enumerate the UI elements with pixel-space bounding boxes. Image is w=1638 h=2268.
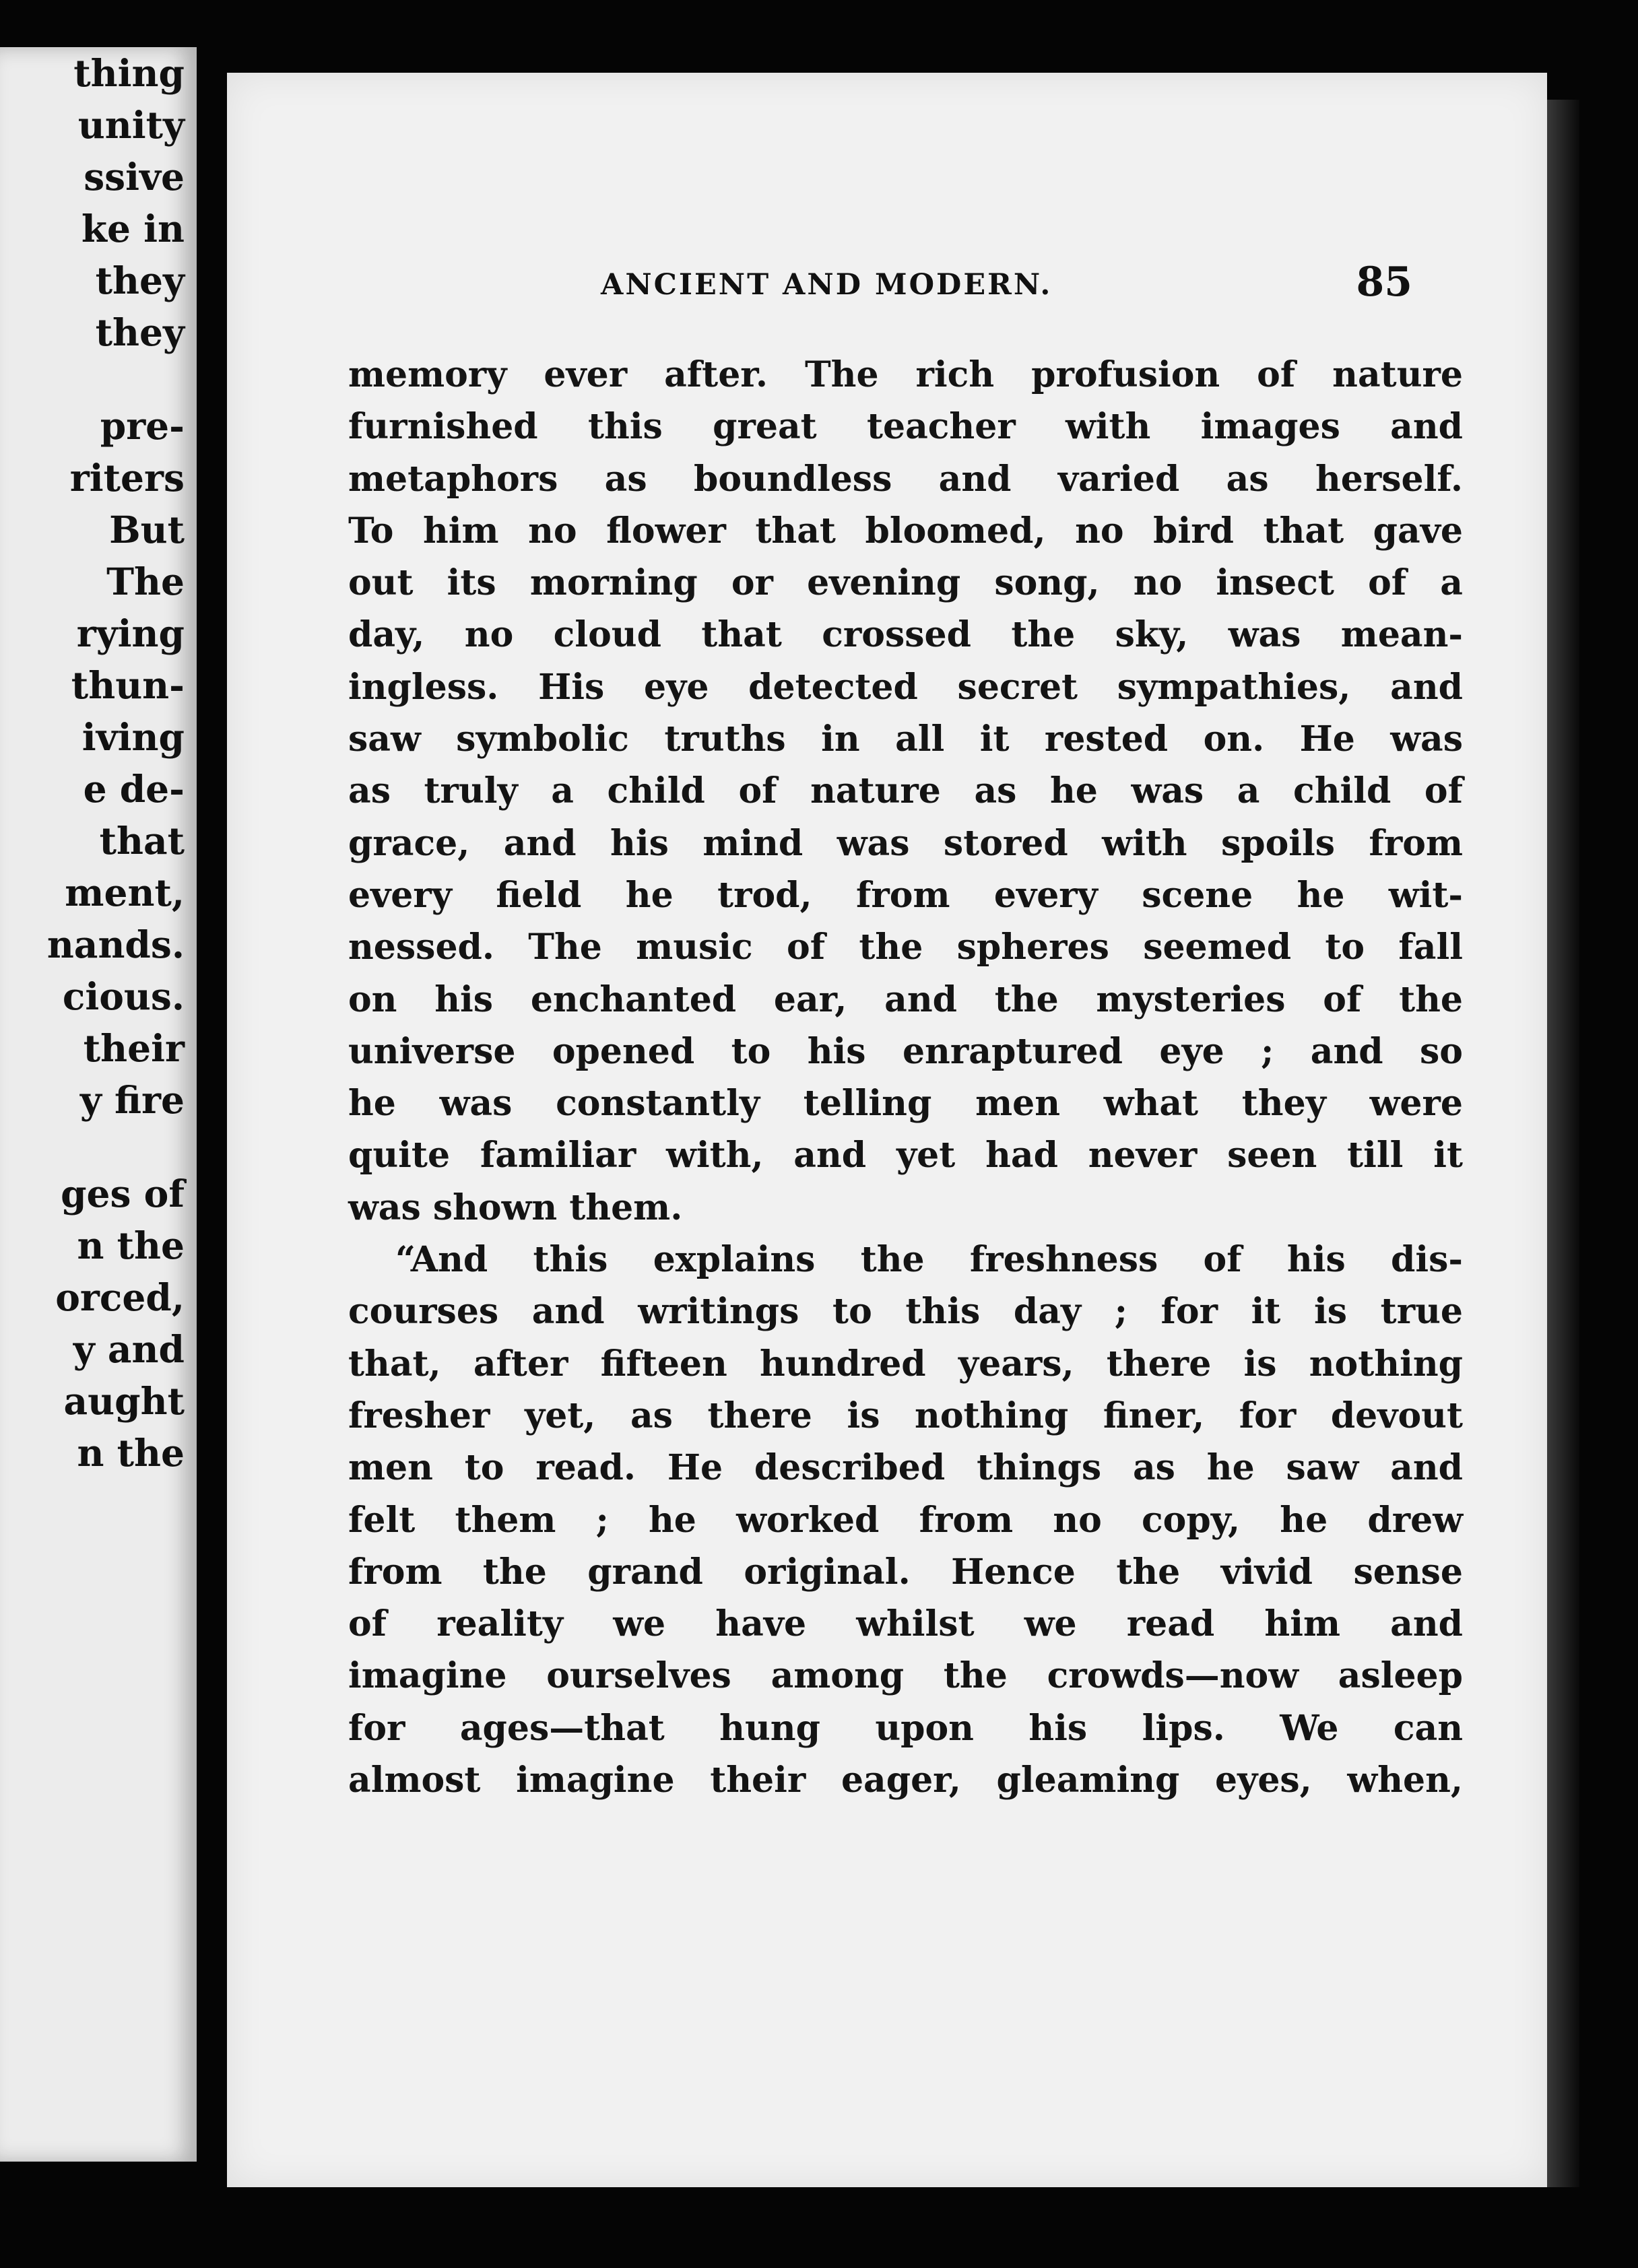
text-line: imagine ourselves among the crowds—now asleep bbox=[348, 1655, 1463, 1697]
previous-page-line: n the bbox=[77, 1224, 185, 1267]
text-line: nessed. The music of the spheres seemed to fall bbox=[348, 927, 1463, 968]
text-line: To him no flower that bloomed, no bird that gave bbox=[348, 510, 1463, 552]
previous-page-line: nands. bbox=[46, 923, 185, 966]
previous-page-line: that bbox=[99, 819, 185, 863]
previous-page-line: y fire bbox=[79, 1078, 185, 1122]
previous-page-line: riters bbox=[69, 456, 185, 500]
text-line: he was constantly telling men what they were bbox=[348, 1083, 1463, 1125]
text-line: men to read. He described things as he saw and bbox=[348, 1447, 1463, 1489]
body-text bbox=[348, 349, 1463, 1806]
previous-page-line: e de- bbox=[83, 767, 185, 811]
text-line: “And this explains the freshness of his dis- bbox=[395, 1239, 1463, 1281]
text-line: every field he trod, from every scene he wit- bbox=[348, 874, 1463, 916]
text-line: of reality we have whilst we read him and bbox=[348, 1603, 1463, 1645]
text-line: ingless. His eye detected secret sympathies, and bbox=[348, 666, 1463, 708]
text-line: from the grand original. Hence the vivid sense bbox=[348, 1551, 1463, 1593]
text-line: quite familiar with, and yet had never seen till it bbox=[348, 1135, 1463, 1176]
previous-page-line: cious. bbox=[62, 974, 185, 1018]
previous-page-line: ment, bbox=[65, 871, 185, 914]
text-line: was shown them. bbox=[348, 1187, 683, 1228]
previous-page-line: rying bbox=[76, 611, 185, 655]
previous-page-line: ke in bbox=[81, 207, 185, 251]
previous-page-line: pre- bbox=[100, 404, 185, 448]
previous-page-line: they bbox=[95, 310, 185, 354]
text-line: as truly a child of nature as he was a child of bbox=[348, 770, 1463, 812]
previous-page-line bbox=[47, 1126, 185, 1168]
text-line: furnished this great teacher with images and bbox=[348, 406, 1463, 448]
book-page bbox=[227, 73, 1547, 2187]
text-line: saw symbolic truths in all it rested on. He was bbox=[348, 719, 1463, 760]
previous-page-text bbox=[47, 47, 185, 1479]
previous-page-line: iving bbox=[81, 715, 185, 759]
text-line: fresher yet, as there is nothing finer, for devout bbox=[348, 1395, 1463, 1436]
running-head: ANCIENT AND MODERN. bbox=[601, 268, 1053, 302]
text-line: out its morning or evening song, no insect of a bbox=[348, 562, 1463, 604]
previous-page-line: orced, bbox=[55, 1275, 185, 1319]
text-line: grace, and his mind was stored with spoils from bbox=[348, 822, 1463, 864]
previous-page-line: they bbox=[95, 259, 185, 302]
previous-page-line: ges of bbox=[61, 1172, 185, 1215]
previous-page-line: y and bbox=[73, 1327, 185, 1371]
previous-page-line bbox=[47, 358, 185, 400]
text-line: day, no cloud that crossed the sky, was mean- bbox=[348, 614, 1463, 656]
previous-page-line: thun- bbox=[71, 663, 185, 707]
text-line: on his enchanted ear, and the mysteries of the bbox=[348, 978, 1463, 1020]
previous-page-line: The bbox=[106, 560, 185, 603]
previous-page-line: But bbox=[109, 508, 185, 552]
text-line: almost imagine their eager, gleaming eyes, when, bbox=[348, 1760, 1463, 1801]
text-line: universe opened to his enraptured eye ; and so bbox=[348, 1030, 1463, 1072]
text-line: for ages—that hung upon his lips. We can bbox=[348, 1707, 1463, 1749]
text-line: that, after fifteen hundred years, there is nothing bbox=[348, 1343, 1463, 1385]
text-line: felt them ; he worked from no copy, he drew bbox=[348, 1499, 1463, 1541]
previous-page-line: their bbox=[83, 1026, 185, 1070]
text-line: courses and writings to this day ; for it is true bbox=[348, 1291, 1463, 1333]
text-line: memory ever after. The rich profusion of nature bbox=[348, 354, 1463, 395]
previous-page-line: unity bbox=[77, 103, 185, 147]
previous-page-line: ssive bbox=[84, 155, 185, 199]
previous-page-line: aught bbox=[63, 1379, 185, 1423]
page-number: 85 bbox=[1356, 259, 1412, 306]
previous-page-line: n the bbox=[77, 1431, 185, 1475]
previous-page-line: thing bbox=[73, 51, 185, 95]
previous-page-fragment bbox=[0, 47, 197, 2162]
text-line: metaphors as boundless and varied as herself. bbox=[348, 458, 1463, 500]
